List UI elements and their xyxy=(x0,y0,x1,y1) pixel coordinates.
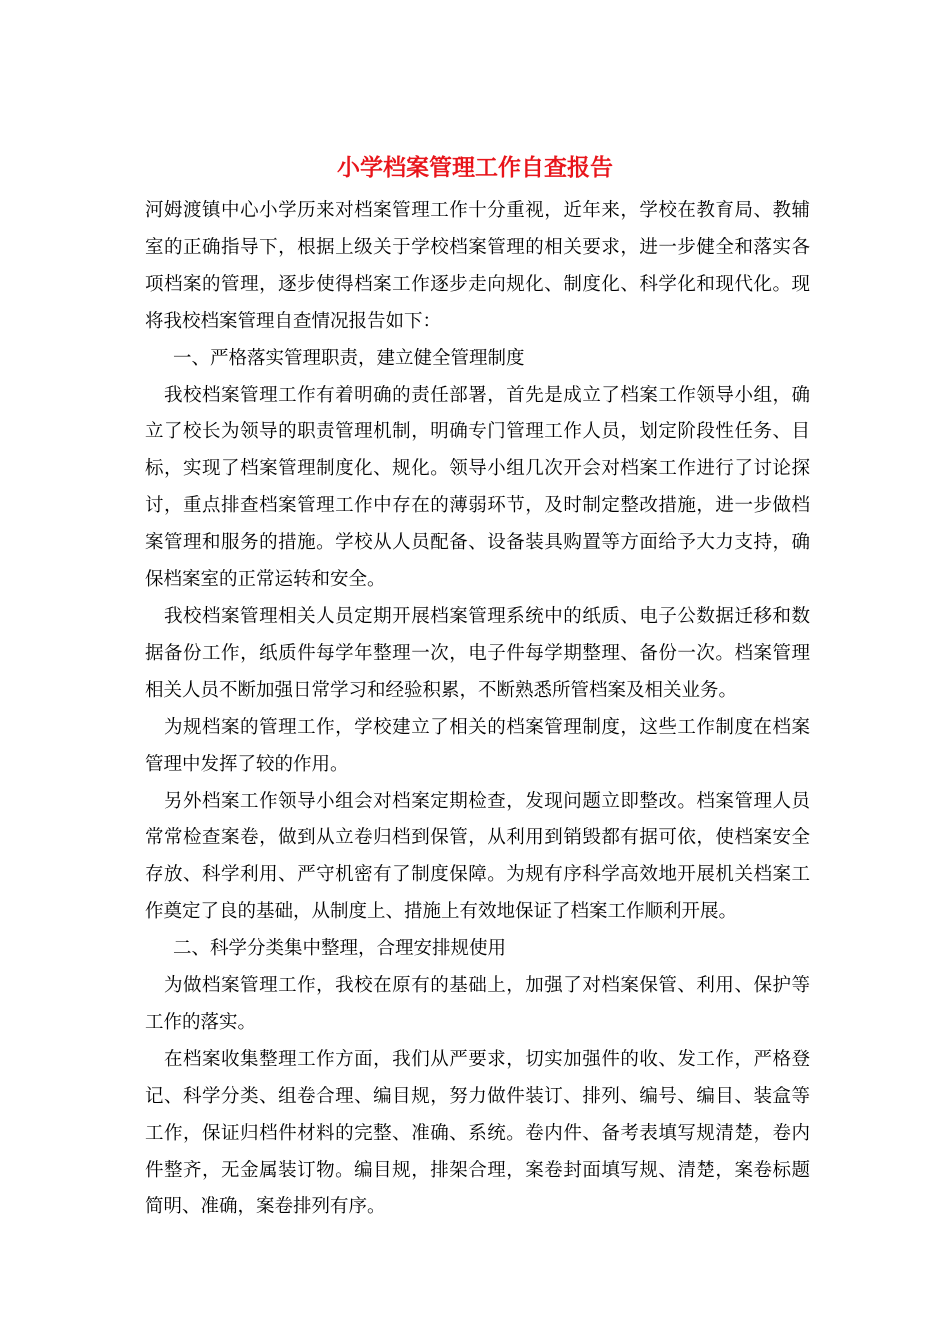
section-heading-1: 一、严格落实管理职责，建立健全管理制度 xyxy=(173,347,525,369)
body-paragraph: 我校档案管理工作有着明确的责任部署，首先是成立了档案工作领导小组，确立了校长为领导的职责管理机制，明确专门管理工作人员，划定阶段性任务、目标，实现了档案管理制度化、规化。领导小组几次开会对档案工作进行了讨论探讨，重点排查档案管理工作中存在的薄弱环节，及时制定整改措施，进一步做档案管理和服务的措施。学校从人员配备、设备装具购置等方面给予大力支持，确保档案室的正常运转和安全。 xyxy=(145,384,810,591)
intro-paragraph: 河姆渡镇中心小学历来对档案管理工作十分重视，近年来，学校在教育局、教辅室的正确指导下，根据上级关于学校档案管理的相关要求，进一步健全和落实各项档案的管理，逐步使得档案工作逐步走向规化、制度化、科学化和现代化。现将我校档案管理自查情况报告如下： xyxy=(145,200,810,332)
body-paragraph: 我校档案管理相关人员定期开展档案管理系统中的纸质、电子公数据迁移和数据备份工作，纸质件每学年整理一次，电子件每学期整理、备份一次。档案管理相关人员不断加强日常学习和经验积累，不断熟悉所管档案及相关业务。 xyxy=(145,605,810,701)
body-paragraph: 另外档案工作领导小组会对档案定期检查，发现问题立即整改。档案管理人员常常检查案卷，做到从立卷归档到保管，从利用到销毁都有据可依，使档案安全存放、科学利用、严守机密有了制度保障。为规有序科学高效地开展机关档案工作奠定了良的基础，从制度上、措施上有效地保证了档案工作顺利开展。 xyxy=(145,790,810,923)
body-paragraph: 在档案收集整理工作方面，我们从严要求，切实加强件的收、发工作，严格登记、科学分类、组卷合理、编目规，努力做件装订、排列、编号、编目、装盒等工作，保证归档件材料的完整、准确、系统。卷内件、备考表填写规清楚，卷内件整齐，无金属装订物。编目规，排架合理，案卷封面填写规、清楚，案卷标题简明、准确，案卷排列有序。 xyxy=(145,1048,810,1218)
body-paragraph: 为做档案管理工作，我校在原有的基础上，加强了对档案保管、利用、保护等工作的落实。 xyxy=(145,975,810,1033)
document-title: 小学档案管理工作自查报告 xyxy=(337,154,613,181)
section-heading-2: 二、科学分类集中整理，合理安排规使用 xyxy=(173,938,507,960)
document-body xyxy=(145,193,810,1226)
body-paragraph: 为规档案的管理工作，学校建立了相关的档案管理制度，这些工作制度在档案管理中发挥了较的作用。 xyxy=(145,716,810,775)
